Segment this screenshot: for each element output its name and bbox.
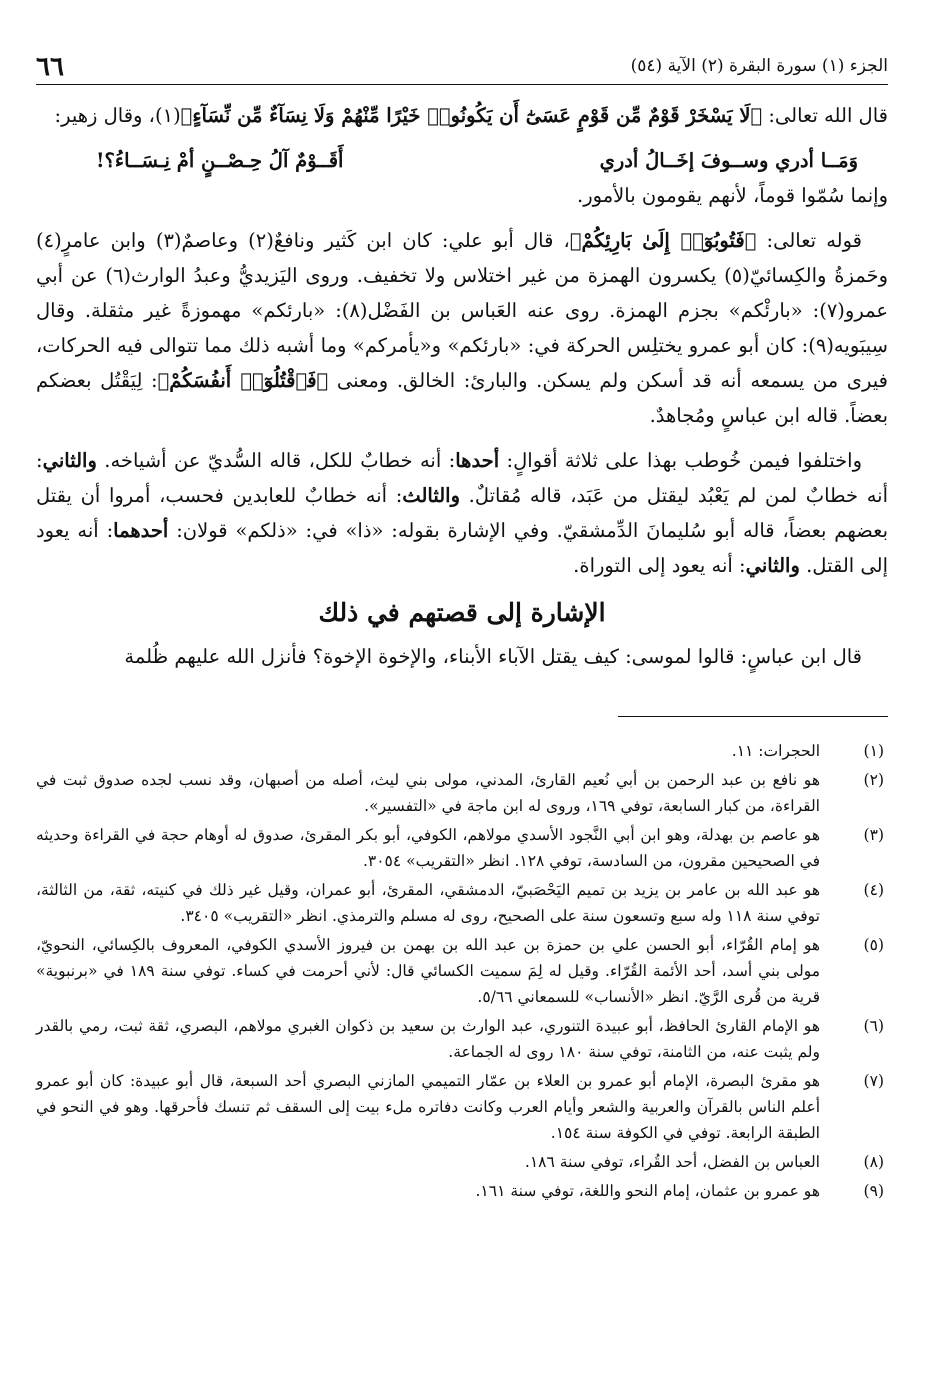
text-run: : لِيَقْتُل بعضكم بعضاً. قاله ابن عباسٍ ومُجاهدٌ.	[36, 369, 888, 427]
text-run: ، قال أبو علي: كان ابن كَثير ونافعٌ(٢) وعاصمٌ(٣) وابن عامرٍ(٤) وحَمزةُ والكِسائيّ(٥) يكسرون الهمزة من غير اختلاس ولا تخفيف. وروى اليَزيديُّ وعبدُ الوارث(٦) عن أبي عمرو(٧): «بارئْكم» بجزم الهمزة. روى عنه العَباس بن الفَضْل(٨): «بارئكم» مهموزةً غير مثقلة. وقال سِيبَويه(٩): كان أبو عمرو يختلِس الحركة في: «بارئكم» و«يأمركم» وما أشبه ذلك مما تتوالى فيه الحركات، فيرى من يسمعه أنه قد أسكن ولم يسكن. والبارئ: الخالق. ومعنى	[36, 229, 888, 392]
paragraph-recitations	[36, 223, 888, 433]
footnote-number: (١)	[863, 742, 884, 760]
footnote-number: (٣)	[863, 826, 884, 844]
footnote-number: (٢)	[863, 771, 884, 789]
text-run: واختلفوا فيمن خُوطب بهذا على ثلاثة أقوالٍ:	[499, 449, 862, 472]
footnote-text: هو نافع بن عبد الرحمن بن أبي نُعيم القارئ، المدني، مولى بني ليث، أصله من أصبهان، وقد نسب لجده صدوق ثبت في القراءة، من كبار السابعة، توفي ١٦٩، وروى له ابن ماجة في «التفسير».	[36, 771, 820, 815]
paragraph-opinions	[36, 443, 888, 583]
footnote	[36, 1178, 888, 1204]
verse-first-hemistich: وَمَــا أدري وســوفَ إخَــالُ أدري	[599, 149, 858, 172]
section-heading: الإشارة إلى قصتهم في ذلك	[318, 598, 606, 627]
text-run: (١)، وقال زهير:	[54, 104, 181, 127]
page-number: ٦٦	[36, 52, 64, 82]
main-text	[36, 98, 888, 684]
text-run: قال الله تعالى:	[762, 104, 888, 127]
paragraph: وإنما سُمّوا قوماً، لأنهم يقومون بالأمور.	[577, 184, 888, 207]
bold-term: أحدهما	[113, 519, 169, 542]
bold-term: والثاني	[42, 449, 97, 472]
footnote-number: (٥)	[863, 936, 884, 954]
footnotes	[36, 738, 888, 1207]
footnote-text: هو عبد الله بن عامر بن يزيد بن تميم اليَحْصَبيّ، الدمشقي، المقرئ، أبو عمران، وقيل غير ذلك في كنيته، ثقة، من الثالثة، توفي سنة ١١٨ وله سبع وتسعون سنة على الصحيح، روى له مسلم والترمذي. انظر «التقريب» ٣٤٠٥.	[36, 881, 820, 925]
paragraph-quran-quote	[36, 98, 888, 133]
text-run: : أنه يعود إلى القتل.	[36, 519, 888, 577]
poetry-verse	[36, 143, 888, 178]
footnote-text: هو عاصم بن بهدلة، وهو ابن أبي النَّجود الأسدي مولاهم، الكوفي، أبو بكر المقرئ، صدوق له أوهام حجة في القراءة وحديثه في الصحيحين مقرون، من السادسة، توفي ١٢٨. انظر «التقريب» ٣٠٥٤.	[36, 826, 820, 870]
footnote-text: هو إمام القُرّاء، أبو الحسن علي بن حمزة بن عبد الله بن بهمن بن فيروز الأسدي الكوفي، المعروف بالكِسائي، النحويّ، مولى بني أسد، أحد الأئمة القُرّاء. وقيل له لِمَ سميت الكسائي قال: لأني أحرمت في كساء. توفي سنة ١٨٩ في «برنبوية» قرية من قُرى الرَّيّ. انظر «الأنساب» للسمعاني ٥/٦٦.	[36, 936, 821, 1006]
bold-term: والثالث	[402, 484, 460, 507]
footnote	[36, 1068, 888, 1146]
text-run: : أنه خطابٌ لمن لم يَعْبُد ليقتل من عَبَد، قاله مُقاتلٌ.	[36, 449, 888, 507]
paragraph: قال ابن عباسٍ: قالوا لموسى: كيف يقتل الآباء الأبناء، والإخوة الإخوة؟ فأنزل الله عليهم ظُلمة	[124, 645, 862, 668]
footnote-text: الحجرات: ١١.	[731, 742, 820, 760]
footnote-text: هو الإمام القارئ الحافظ، أبو عبيدة التنوري، عبد الوارث بن سعيد بن ذكوان الغبري مولاهم، البصري، ثقة ثبت، رمي بالقدر ولم يثبت عنه، من الثامنة، توفي سنة ١٨٠ روى له الجماعة.	[36, 1017, 820, 1061]
quran-verse: ﴿لَا يَسْخَرْ قَوْمٌ مِّن قَوْمٍ عَسَىٰٓ أَن يَكُونُوا۟ خَيْرًا مِّنْهُمْ وَلَا نِسَآءٌ مِّن نِّسَآءٍ﴾	[180, 104, 763, 127]
quran-verse: ﴿فَتُوبُوٓا۟ إِلَىٰ بَارِئِكُمْ﴾	[569, 229, 757, 252]
verse-second-hemistich: أَقَــوْمٌ آلُ حِـصْــنٍ أمْ نِـسَــاءُ؟!	[96, 149, 344, 172]
running-title: الجزء (١) سورة البقرة (٢) الآية (٥٤)	[630, 56, 888, 76]
bold-term: والثاني	[745, 554, 800, 577]
page-header	[36, 40, 888, 85]
text-run: : أنه يعود إلى التوراة.	[573, 554, 746, 577]
quran-verse: ﴿فَٱقْتُلُوٓا۟ أَنفُسَكُمْ﴾	[157, 369, 329, 392]
bold-term: أحدها	[455, 449, 500, 472]
footnote-divider	[618, 716, 888, 717]
footnote	[36, 932, 888, 1010]
footnote-number: (٦)	[863, 1017, 884, 1035]
footnote	[36, 738, 888, 764]
footnote	[36, 822, 888, 874]
text-run: قوله تعالى:	[756, 229, 862, 252]
footnote-number: (٤)	[863, 881, 884, 899]
text-run: : أنه خطابٌ للعابدين فحسب، أمروا أن يقتل بعضهم بعضاً، قاله أبو سُليمانَ الدِّمشقيّ. وفي الإشارة بقوله: «ذا» في: «ذلكم» قولان:	[36, 484, 888, 542]
footnote-number: (٩)	[863, 1182, 884, 1200]
footnote	[36, 1013, 888, 1065]
footnote-number: (٨)	[863, 1153, 884, 1171]
footnote-text: هو عمرو بن عثمان، إمام النحو واللغة، توفي سنة ١٦١.	[475, 1182, 820, 1200]
footnote	[36, 767, 888, 819]
footnote	[36, 877, 888, 929]
footnote-number: (٧)	[863, 1072, 884, 1090]
footnote-text: هو مقرئ البصرة، الإمام أبو عمرو بن العلاء بن عمّار التميمي المازني البصري أحد السبعة، قال أبو عبيدة: كان أبو عمرو أعلم الناس بالقرآن والعربية والشعر وأيام العرب وكانت دفاتره ملء بيت إلى السقف ثم تنسك فأحرقها. وهو في النحو في الطبقة الرابعة. توفي في الكوفة سنة ١٥٤.	[36, 1072, 820, 1142]
text-run: : أنه خطابٌ للكل، قاله السُّديّ عن أشياخه.	[96, 449, 456, 472]
footnote	[36, 1149, 888, 1175]
footnote-text: العباس بن الفضل، أحد القُراء، توفي سنة ١٨٦.	[524, 1153, 820, 1171]
